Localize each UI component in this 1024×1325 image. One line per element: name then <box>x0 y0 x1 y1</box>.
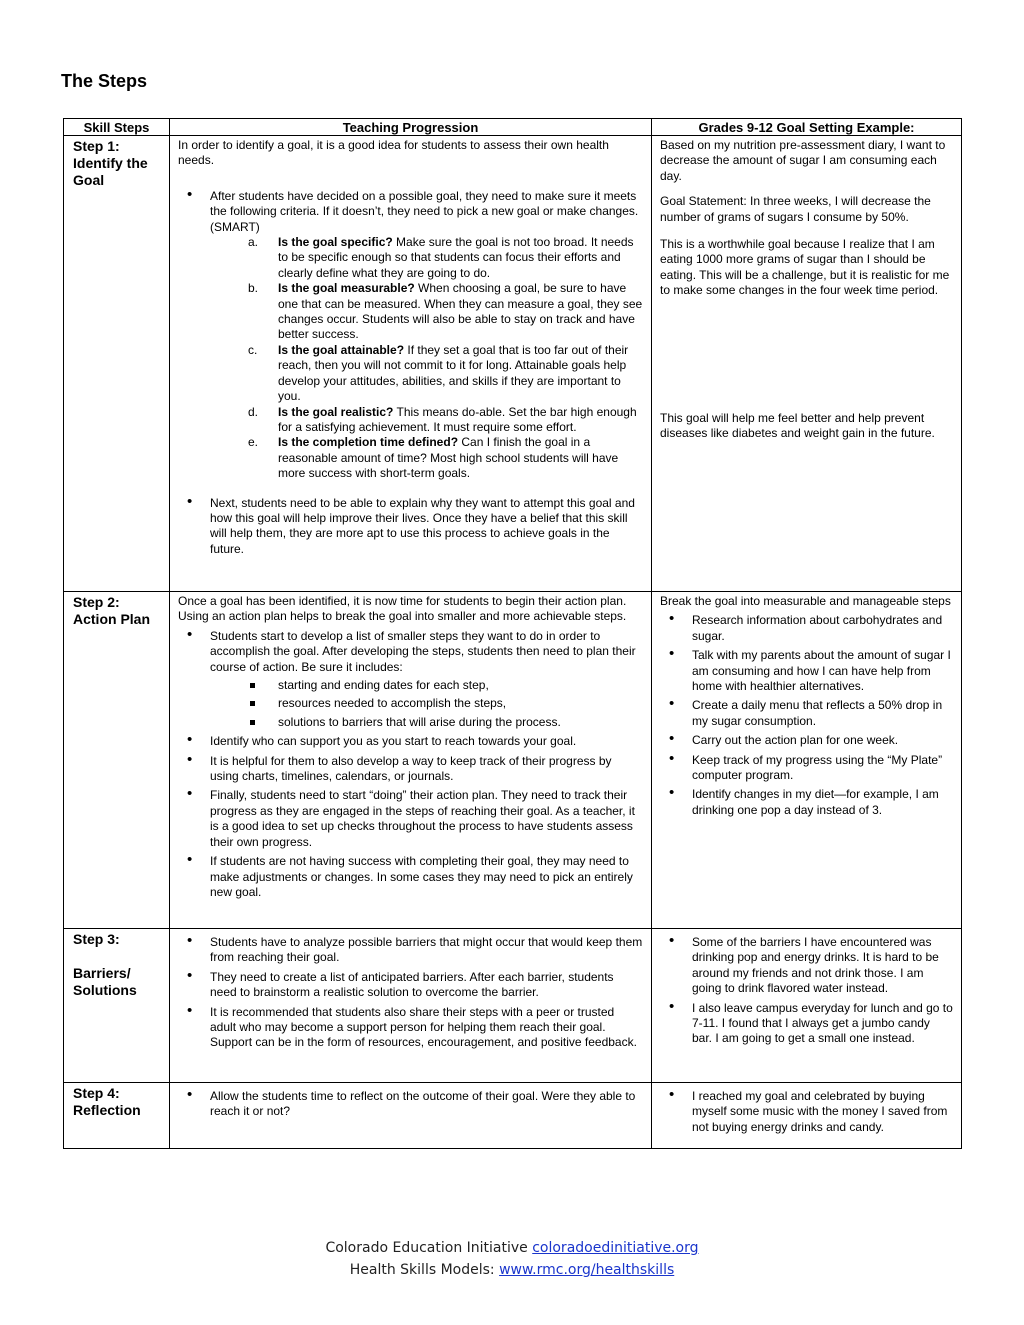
list-item: • It is helpful for them to also develop a way to keep track of their progress by using charts, timelines, calendars, or journals. <box>178 754 643 785</box>
footer-models-text: Health Skills Models: <box>349 1262 500 1278</box>
smart-criteria-list <box>210 235 643 482</box>
step2-example-bullets <box>660 613 953 818</box>
criteria-question: Is the goal measurable? <box>278 281 415 296</box>
footer-line-1 <box>0 1240 1024 1256</box>
step1-label-cell <box>64 136 170 592</box>
step4-example-bullets <box>660 1089 953 1135</box>
example-text: This is a worthwhile goal because I realize that I am eating 1000 more grams of sugar than I should be eating. This will be a challenge, but it is realistic for me to make some changes in the four week time period. <box>660 237 950 298</box>
criteria-text: This means do-able. Set the bar high enough for a satisfying achievement. It must require some effort. <box>278 404 637 434</box>
step2-label-cell <box>64 592 170 929</box>
criteria-letter: b. <box>248 281 259 296</box>
step-label: Barriers/ <box>73 965 131 981</box>
step3-teaching-cell <box>170 929 652 1083</box>
list-item: • Some of the barriers I have encountered was drinking pop and energy drinks. It is hard to be around my friends and not drink those. I am going to drink flavored water instead. <box>660 935 953 997</box>
footer-org-link[interactable]: coloradoedinitiative.org <box>532 1240 699 1256</box>
list-item: • Research information about carbohydrates and sugar. <box>660 613 953 644</box>
footer-models-link[interactable]: www.rmc.org/healthskills <box>499 1262 675 1278</box>
step-label: Goal <box>73 172 105 188</box>
list-item: • I also leave campus everyday for lunch and go to 7-11. I found that I always get a jumbo candy bar. I am going to get a small one instead. <box>660 1001 953 1047</box>
step-label: Reflection <box>73 1102 141 1118</box>
list-item <box>210 281 643 343</box>
list-item: • Identify changes in my diet—for example, I am drinking one pop a day instead of 3. <box>660 787 953 818</box>
example-text: Based on my nutrition pre-assessment diary, I want to decrease the amount of sugar I am consuming each day. <box>660 138 946 183</box>
step-label: Step 3: <box>73 931 120 947</box>
steps-table <box>63 118 962 1149</box>
criteria-letter: c. <box>248 342 258 357</box>
step2-intro: Once a goal has been identified, it is now time for students to begin their action plan. Using an action plan helps to break the goal into smaller and more achievable steps. <box>178 594 627 624</box>
step-label: Action Plan <box>73 611 151 627</box>
step1-bullet-text: Next, students need to be able to explain why they want to attempt this goal and how this goal will help improve their lives. Once they have a belief that this skill will help them, they are more apt to use this process to achieve goals in the future. <box>210 495 635 556</box>
list-item: • They need to create a list of anticipated barriers. After each barrier, students need to brainstorm a realistic solution to overcome the barrier. <box>178 970 643 1001</box>
step-label: Step 2: <box>73 594 120 610</box>
list-item <box>210 343 643 405</box>
step-label: Step 1: <box>73 138 120 154</box>
list-item <box>210 405 643 436</box>
step4-teaching-cell <box>170 1083 652 1149</box>
list-item <box>178 629 643 730</box>
step2-bullet-text: Students start to develop a list of smaller steps they want to do in order to accomplish the goal. After developing the steps, students then need to plan their course of action. Be sure it includes: <box>210 628 636 674</box>
list-item: • Identify who can support you as you start to reach towards your goal. <box>178 734 643 749</box>
step2-bullets <box>178 629 643 901</box>
table-row <box>64 929 962 1083</box>
table-row <box>64 1083 962 1149</box>
step2-example-cell <box>652 592 962 929</box>
step4-example-cell <box>652 1083 962 1149</box>
step3-example-cell <box>652 929 962 1083</box>
step3-example-bullets <box>660 935 953 1047</box>
criteria-letter: e. <box>248 435 259 450</box>
step3-bullets <box>178 935 643 1051</box>
criteria-text: Make sure the goal is not too broad. It needs to be specific enough so that students can focus their efforts and clearly define what they are going to do. <box>278 235 634 280</box>
list-item <box>178 496 643 558</box>
criteria-letter: a. <box>248 235 259 250</box>
list-item <box>178 189 643 482</box>
list-item: • Students have to analyze possible barriers that might occur that would keep them from reaching their goal. <box>178 935 643 966</box>
step4-bullets <box>178 1089 643 1120</box>
step-label: Identify the <box>73 155 148 171</box>
criteria-question: Is the goal realistic? <box>278 404 394 419</box>
criteria-letter: d. <box>248 404 259 419</box>
example-text: Break the goal into measurable and manageable steps <box>660 594 951 608</box>
step-label: Step 4: <box>73 1085 120 1101</box>
step1-example-cell <box>652 136 962 592</box>
criteria-question: Is the goal specific? <box>278 235 393 250</box>
criteria-text: When choosing a goal, be sure to have one that can be measured. When they can measure a goal, they see changes occur. Students will also be able to stay on track and have better success. <box>278 281 643 342</box>
header-teaching-progression: Teaching Progression <box>170 119 652 136</box>
criteria-text: If they set a goal that is too far out of their reach, then you will not commit to it for long. Attainable goals help develop your attitudes, abilities, and skills if they are important to you. <box>278 342 629 404</box>
list-item: • Create a daily menu that reflects a 50% drop in my sugar consumption. <box>660 698 953 729</box>
step-label: Solutions <box>73 982 137 998</box>
goal-statement: Goal Statement: In three weeks, I will decrease the number of grams of sugars I consume by 50%. <box>660 194 931 224</box>
step1-bullets <box>178 189 643 557</box>
list-item: • I reached my goal and celebrated by buying myself some music with the money I saved from not buying energy drinks and candy. <box>660 1089 953 1135</box>
step3-label-cell <box>64 929 170 1083</box>
plan-includes-list <box>210 678 643 730</box>
list-item: solutions to barriers that will arise during the process. <box>210 715 643 730</box>
criteria-question: Is the goal attainable? <box>278 342 405 357</box>
criteria-question: Is the completion time defined? <box>278 435 459 450</box>
step1-teaching-cell <box>170 136 652 592</box>
header-goal-example: Grades 9-12 Goal Setting Example: <box>652 119 962 136</box>
list-item: • If students are not having success with completing their goal, they may need to make adjustments or changes. In some cases they may need to pick an entirely new goal. <box>178 854 643 900</box>
table-row <box>64 136 962 592</box>
criteria-text: Can I finish the goal in a reasonable amount of time? Most high school students will have more success with short-term goals. <box>278 435 619 481</box>
step4-label-cell <box>64 1083 170 1149</box>
step1-intro: In order to identify a goal, it is a good idea for students to assess their own health needs. <box>178 138 609 168</box>
list-item: • Keep track of my progress using the “My Plate” computer program. <box>660 753 953 784</box>
list-item: resources needed to accomplish the steps, <box>210 696 643 711</box>
step2-teaching-cell <box>170 592 652 929</box>
list-item <box>210 435 643 481</box>
list-item: • It is recommended that students also share their steps with a peer or trusted adult who may become a support person for helping them reach their goal. Support can be in the form of resources, encouragement, and positive feedback. <box>178 1005 643 1051</box>
list-item: • Talk with my parents about the amount of sugar I am consuming and how I can have help from home with healthier alternatives. <box>660 648 953 694</box>
footer-line-2 <box>0 1262 1024 1278</box>
list-item: • Carry out the action plan for one week. <box>660 733 953 748</box>
table-header-row <box>64 119 962 136</box>
list-item: • Finally, students need to start “doing” their action plan. They need to track their progress as they are engaged in the steps of reaching their goal. As a teacher, it is a good idea to set up checks throughout the process to have students assess their own progress. <box>178 788 643 850</box>
list-item: • Allow the students time to reflect on the outcome of their goal. Were they able to reach it or not? <box>178 1089 643 1120</box>
example-text: This goal will help me feel better and help prevent diseases like diabetes and weight gain in the future. <box>660 410 935 441</box>
header-skill-steps: Skill Steps <box>64 119 170 136</box>
step1-bullet-text: After students have decided on a possible goal, they need to make sure it meets the following criteria. If it doesn’t, they need to pick a new goal or make changes. (SMART) <box>210 188 639 234</box>
list-item <box>210 235 643 281</box>
table-row <box>64 592 962 929</box>
footer-org-text: Colorado Education Initiative <box>325 1240 533 1256</box>
page-title: The Steps <box>61 71 148 91</box>
list-item: starting and ending dates for each step, <box>210 678 643 693</box>
